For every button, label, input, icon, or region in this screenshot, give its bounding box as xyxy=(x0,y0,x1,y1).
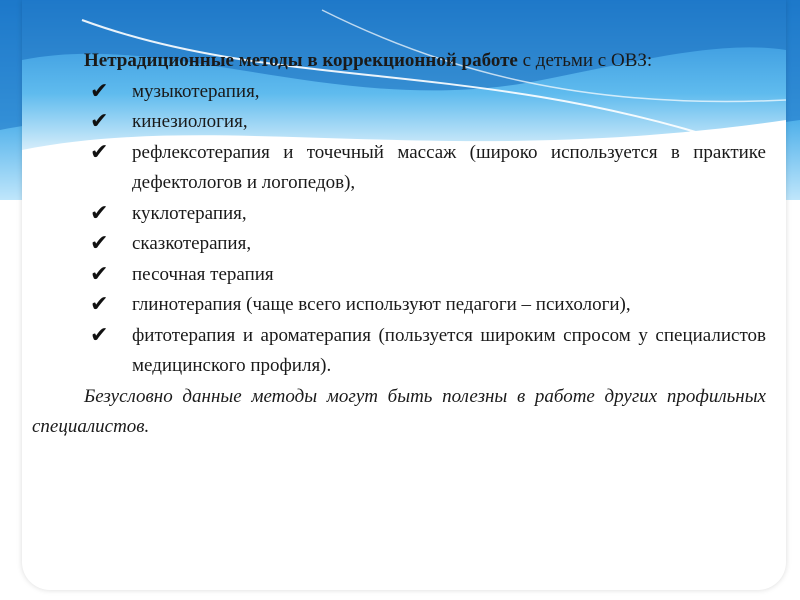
list-item xyxy=(32,107,766,138)
list-item xyxy=(32,229,766,260)
check-mark-icon: ✔ xyxy=(90,261,109,287)
list-item xyxy=(32,77,766,108)
list-item-text: кинезиология, xyxy=(132,111,248,132)
check-mark-icon: ✔ xyxy=(90,322,109,348)
list-item-text: рефлексотерапия и точечный массаж (широко используется в практике дефектологов и логопедов), xyxy=(132,141,766,193)
list-item-text: куклотерапия, xyxy=(132,202,247,224)
check-mark-icon: ✔ xyxy=(90,139,109,165)
check-mark-icon: ✔ xyxy=(90,78,109,104)
check-mark-icon: ✔ xyxy=(90,231,109,256)
methods-list xyxy=(32,77,766,382)
list-item xyxy=(32,199,766,230)
list-item xyxy=(32,321,766,382)
check-mark-icon: ✔ xyxy=(90,200,109,226)
list-item-text: музыкотерапия, xyxy=(132,80,260,102)
list-item-text: фитотерапия и ароматерапия (пользуется широким спросом у специалистов медицинского профиля). xyxy=(132,324,766,376)
list-item xyxy=(32,290,766,321)
check-mark-icon: ✔ xyxy=(90,109,109,134)
list-item-text: сказкотерапия, xyxy=(132,233,252,254)
list-item-text: песочная терапия xyxy=(132,263,274,285)
slide-footer-note: Безусловно данные методы могут быть полезны в работе других профильных специалистов. xyxy=(32,385,766,437)
slide-card xyxy=(22,0,786,590)
slide-content xyxy=(32,46,766,443)
check-mark-icon: ✔ xyxy=(90,292,109,317)
list-item xyxy=(32,260,766,291)
heading-bold-part: Нетрадиционные методы в коррекционной работе xyxy=(84,50,518,71)
list-item-text: глинотерапия (чаще всего используют педагоги – психологи), xyxy=(132,294,631,315)
slide-heading xyxy=(32,46,766,77)
heading-rest: с детьми с ОВЗ: xyxy=(517,50,653,71)
list-item xyxy=(32,138,766,199)
